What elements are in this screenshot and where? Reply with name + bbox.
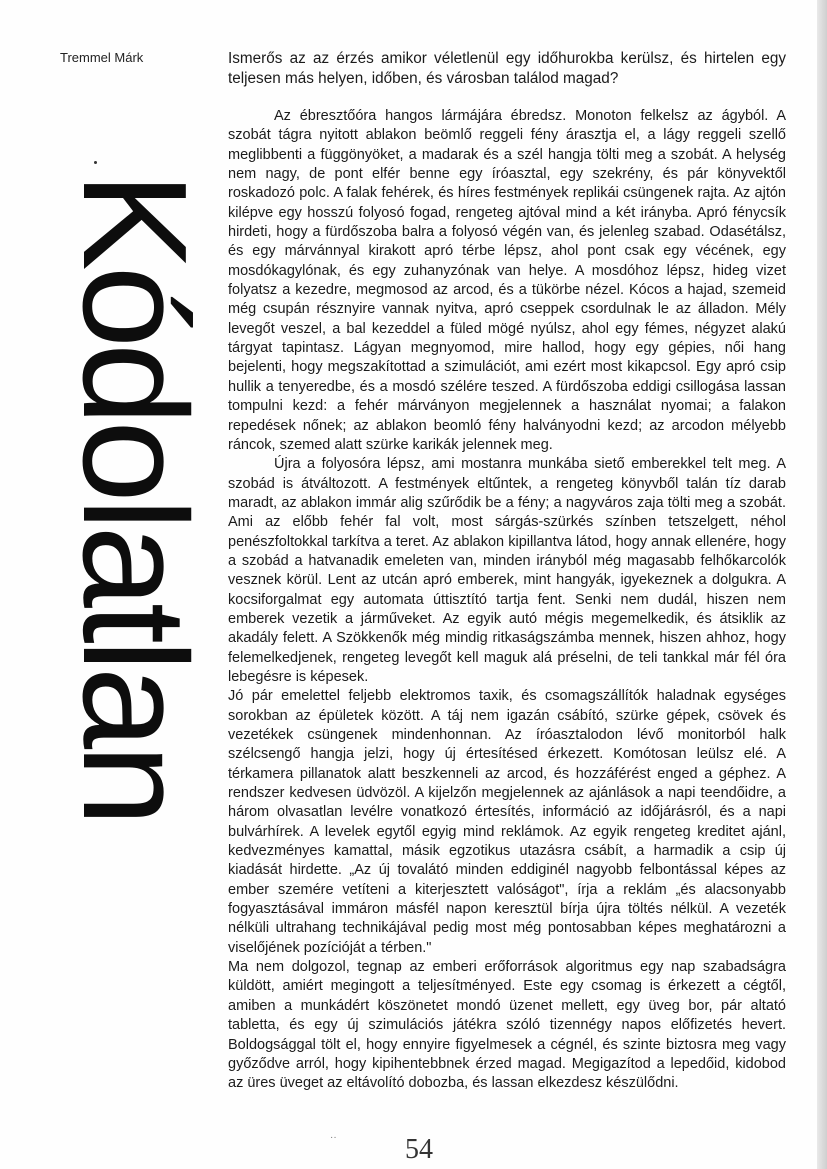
dot-mark	[94, 161, 97, 164]
print-smudge: ··	[330, 1132, 337, 1143]
article-title: Kódolatlan	[52, 172, 217, 822]
page-number: 54	[405, 1134, 433, 1165]
page-edge-shadow	[817, 0, 827, 1169]
body-paragraph: Ma nem dolgozol, tegnap az emberi erőforrások algoritmus egy nap szabadságra küldött, amiért megingott a teljesítményed. Este egy csomag is érkezett a cégtől, amiben a munkádért köszönetet mondó üzenet mellett, egy üveg bor, pár altató tabletta, és egy új szimulációs játékra szóló tizennégy napos előfizetés hevert. Boldogsággal tölt el, hogy ennyire figyelmesek a cégnél, és szinte biztosra meg vagy győződve arról, hogy kipihentebbnek érzed magad. Megigazítod a lepedőid, kidobod az üres üveget az eltávolító dobozba, és lassan elkezdesz készülődni.	[228, 959, 786, 1092]
body-paragraph: Az ébresztőóra hangos lármájára ébredsz. Monoton felkelsz az ágyból. A szobát tágra nyitott ablakon beömlő reggeli fény árasztja el, a lágy reggeli szellő meglibbenti a függönyöket, a madarak és a szél hangja tölti meg a szobát. A helység nem nagy, de pont elfér benne egy íróasztal, egy szekrény, és pár könyvektől roskadozó polc. A falak fehérek, és híres festmények replikái csüngenek rajta. Az ajtón kilépve egy hosszú folyosó fogad, rengeteg ajtóval mind a két irányba. Apró fénycsík hirdeti, hogy a fürdőszoba balra a folyosó végén van, és jelenleg szabad. Odasétálsz, és egy márvánnyal kirakott apró térbe lépsz, ahol pont csak egy vécének, egy mosdókagylónak, és egy zuhanyzónak van helye. A mosdóhoz lépsz, hideg vizet folyatsz a kezedre, megmosod az arcod, és a tükörbe nézel. Kócos a hajad, szemeid még csupán résznyire vannak nyitva, apró cseppek csordulnak le az álladon. Mély levegőt veszel, a bal kezeddel a füled mögé nyúlsz, ahol egy fémes, négyzet alakú tárgyat tapintasz. Lágyan megnyomod, mire hallod, hogy egy gépies, női hang bejelenti, hogy megszakítottad a szimulációt, ami ezért most kikapcsol. Egy apró csip hullik a tenyeredbe, és a mosdó szélére teszed. A fürdőszoba eddigi csillogása lassan tompulni kezd: a fehér márványon megjelennek a használat nyomai; a falakon repedések nőnek; az ablakon beomló fény halványodni kezd; az arcodon mélyebb ráncok, szemed alatt szürke karikák jelennek meg.	[228, 108, 786, 453]
article-body	[228, 107, 786, 1094]
body-paragraph: Újra a folyosóra lépsz, ami mostanra munkába siető emberekkel telt meg. A szobád is átváltozott. A festmények eltűntek, a rengeteg könyvből talán tíz darab maradt, az ablakon immár alig szűrődik be a fény; a nagyváros zaja tölti meg a szobát. Ami az előbb fehér fal volt, most sárgás-szürkés színben tetszelgett, néhol penészfoltokkal tarkítva a teret. Az ablakon kipillantva látod, hogy annak ellenére, hogy a szobád a hatvanadik emeleten van, minden irányból még magasabb felhőkarcolók vesznek körül. Lent az utcán apró emberek, mint hangyák, igyekeznek a dolgukra. A kocsiforgalmat egy automata úttisztító tartja fent. Senki nem dudál, hiszen nem emberek vezetik a járműveket. Az egyik autó mégis megemelkedik, és átsiklik az akadály felett. A Szökkenők még mindig ritkaságszámba mennek, hiszen ahhoz, hogy felemelkedjenek, rengeteg levegőt kell maguk alá préselni, de teli tankkal már fél óra lebegésre is képesek.	[228, 456, 786, 685]
author-name: Tremmel Márk	[60, 50, 144, 65]
intro-lead: Ismerős az az érzés amikor véletlenül egy időhurokba kerülsz, és hirtelen egy teljesen más helyen, időben, és városban találod magad?	[228, 50, 786, 87]
body-paragraph: Jó pár emelettel feljebb elektromos taxik, és csomagszállítók haladnak egységes sorokban az épületek között. A táj nem igazán csábító, szürke gépek, csövek és vezetékek csüngenek mindenhonnan. Az íróasztalodon lévő monitorból halk szélcsengő hangja jelzi, hogy új értesítésed érkezett. Komótosan leülsz elé. A térkamera pillanatok alatt beszkenneli az arcod, és hozzáférést enged a géphez. A rendszer kedvesen üdvözöl. A kijelzőn megjelennek az ajánlások a napi teendőidre, a három olvasatlan levélre vonatkozó értesítés, információ az időjárásról, és a napi bulvárhírek. A levelek egytől egyig mind reklámok. Az egyik rengeteg kreditet ajánl, kedvezményes kamattal, másik egzotikus utazásra csábít, a harmadik a csip új kiadását hirdette. „Az új tovalátó minden eddiginél nagyobb felbontással képes az ember szemére vetíteni a kiterjesztett valóságot", írja a reklám „és alacsonyabb fogyasztásával immáron másfél napon keresztül bírja újra töltés nélkül. A vezeték nélküli ultrahang technikájával pedig most még pontosabban képes meghatározni a viselőjének pozícióját a térben."	[228, 688, 786, 956]
